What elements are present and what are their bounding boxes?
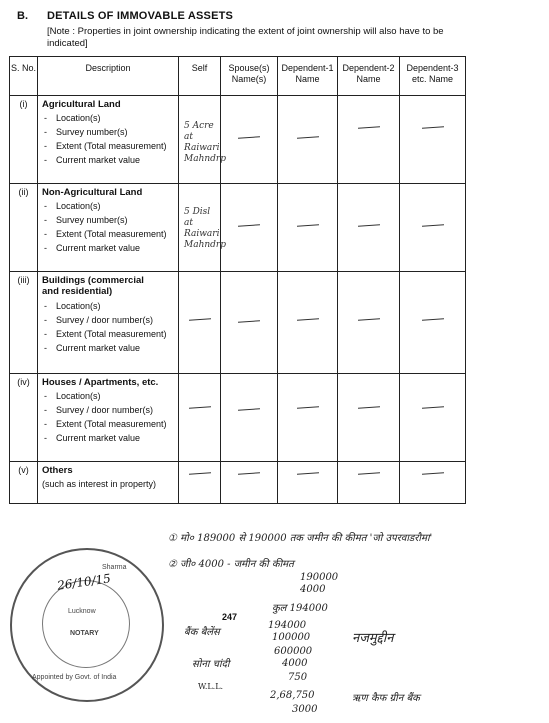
cell-dependent-3 (400, 184, 466, 272)
empty-dash (238, 408, 260, 411)
row-description (38, 96, 179, 184)
empty-dash (238, 224, 260, 227)
cell-self (179, 96, 226, 184)
field-location: - Location(s) (42, 301, 174, 312)
stamp-top-text: Sharma (102, 564, 127, 571)
note-bank-label: बैंक बैलेंस (184, 627, 220, 638)
cell-spouse (221, 374, 278, 462)
immovable-assets-table (9, 56, 466, 504)
row-sno: (ii) (10, 184, 38, 272)
empty-dash (296, 472, 318, 475)
note-gold-label: सोना चांदी (192, 659, 230, 670)
empty-dash (238, 320, 260, 323)
empty-dash (357, 224, 379, 227)
self-handwritten-entry: 5 Disl at Raiwari Mahndrp (184, 207, 226, 250)
notary-stamp (10, 548, 164, 702)
cell-self (179, 462, 221, 504)
cell-dependent-1 (278, 96, 338, 184)
stamp-mid-text-2: NOTARY (70, 630, 99, 637)
header-spouse: Spouse(s) Name(s) (221, 57, 278, 96)
field-market-value: - Current market value (42, 343, 174, 354)
table-row (10, 272, 466, 374)
cell-spouse (221, 184, 278, 272)
section-note: [Note : Properties in joint ownership indicating the extent of joint ownership will also have to be indicated] (47, 26, 444, 49)
cell-dependent-1 (278, 272, 338, 374)
field-extent: - Extent (Total measurement) (42, 229, 174, 240)
note-sum-1b: 4000 (300, 584, 326, 595)
row-category: Others (42, 465, 73, 476)
stamp-mid-text-1: Lucknow (68, 608, 96, 615)
page-number: 247 (222, 612, 238, 622)
header-self: Self (179, 57, 221, 96)
cell-dependent-3 (400, 272, 466, 374)
row-description (38, 374, 179, 462)
empty-dash (296, 318, 318, 321)
field-market-value: - Current market value (42, 155, 174, 166)
stamp-bottom-text: Appointed by Govt. of India (32, 674, 117, 681)
field-location: - Location(s) (42, 113, 174, 124)
empty-dash (357, 406, 379, 409)
header-dependent-3: Dependent-3 etc. Name (400, 57, 466, 96)
row-category: Buildings (commercial (42, 275, 144, 286)
table-row (10, 462, 466, 504)
note-bank-val-3: 600000 (274, 646, 313, 657)
section-letter: B. (17, 10, 28, 22)
cell-dependent-3 (400, 374, 466, 462)
note-bank-val-4: 4000 (282, 658, 308, 669)
row-description (38, 462, 179, 504)
field-survey: - Survey / door number(s) (42, 315, 174, 326)
self-handwritten-entry: 5 Acre at Raiwari Mahndrp (184, 121, 226, 164)
stamp-date: 26/10/15 (56, 571, 112, 593)
cell-spouse (221, 462, 278, 504)
empty-dash (296, 406, 318, 409)
table-row (10, 374, 466, 462)
row-sno: (iv) (10, 374, 38, 462)
header-description: Description (38, 57, 179, 96)
cell-dependent-3 (400, 462, 466, 504)
header-dependent-2: Dependent-2 Name (338, 57, 400, 96)
signature: नजमुद्दीन (352, 631, 394, 646)
cell-dependent-2 (338, 462, 400, 504)
empty-dash (421, 406, 443, 409)
empty-dash (421, 126, 443, 129)
cell-spouse (221, 272, 278, 374)
cell-dependent-3 (400, 96, 466, 184)
note-wll: W.L.L. (198, 682, 224, 691)
row-description (38, 184, 179, 272)
section-title: DETAILS OF IMMOVABLE ASSETS (47, 10, 234, 22)
empty-dash (188, 406, 210, 409)
note-gold-val: 750 (288, 672, 308, 683)
table-header-row (10, 57, 466, 96)
cell-dependent-1 (278, 374, 338, 462)
row-sno: (i) (10, 96, 38, 184)
note-loan-val: 2,68,750 (270, 690, 315, 701)
note-total: कुल 194000 (272, 603, 328, 614)
cell-dependent-1 (278, 184, 338, 272)
header-sno: S. No. (10, 57, 38, 96)
empty-dash (188, 472, 210, 475)
field-extent: - Extent (Total measurement) (42, 329, 174, 340)
field-survey: - Survey / door number(s) (42, 405, 174, 416)
cell-dependent-2 (338, 374, 400, 462)
empty-dash (421, 472, 443, 475)
empty-dash (238, 472, 260, 475)
empty-dash (188, 318, 210, 321)
note-sum-1: 190000 (300, 572, 339, 583)
cell-self (179, 272, 221, 374)
stamp-inner-ring (42, 580, 130, 668)
row-sno: (iii) (10, 272, 38, 374)
cell-dependent-2 (338, 96, 400, 184)
row-description (38, 272, 179, 374)
row-category: Houses / Apartments, etc. (42, 377, 159, 388)
note-bank-val-1: 194000 (268, 620, 307, 631)
field-location: - Location(s) (42, 391, 174, 402)
row-subtext: (such as interest in property) (42, 479, 157, 489)
note-line-2: ② जी० 4000 - जमीन की कीमत (168, 559, 294, 570)
field-survey: - Survey number(s) (42, 215, 174, 226)
row-category: Agricultural Land (42, 99, 121, 110)
empty-dash (357, 126, 379, 129)
empty-dash (357, 318, 379, 321)
field-extent: - Extent (Total measurement) (42, 141, 174, 152)
cell-self (179, 374, 221, 462)
field-survey: - Survey number(s) (42, 127, 174, 138)
table-row (10, 96, 466, 184)
empty-dash (296, 136, 318, 139)
field-location: - Location(s) (42, 201, 174, 212)
field-extent: - Extent (Total measurement) (42, 419, 174, 430)
row-sno: (v) (10, 462, 38, 504)
cell-spouse (221, 96, 278, 184)
empty-dash (296, 224, 318, 227)
note-loan-label: ऋण कैफ ग्रीन बैंक (352, 693, 420, 704)
cell-dependent-2 (338, 272, 400, 374)
row-category: Non-Agricultural Land (42, 187, 143, 198)
empty-dash (421, 224, 443, 227)
note-line-1: ① मो० 189000 से 190000 तक जमीन की कीमत 'जो उपरवाडरौमा' (168, 533, 433, 544)
row-category-line2: and residential) (42, 286, 113, 297)
field-market-value: - Current market value (42, 243, 174, 254)
cell-self (179, 184, 226, 272)
header-dependent-1: Dependent-1 Name (278, 57, 338, 96)
cell-dependent-2 (338, 184, 400, 272)
field-market-value: - Current market value (42, 433, 174, 444)
note-loan-val-2: 3000 (292, 704, 318, 715)
cell-dependent-1 (278, 462, 338, 504)
empty-dash (357, 472, 379, 475)
note-bank-val-2: 100000 (272, 632, 311, 643)
table-row (10, 184, 466, 272)
empty-dash (238, 136, 260, 139)
empty-dash (421, 318, 443, 321)
